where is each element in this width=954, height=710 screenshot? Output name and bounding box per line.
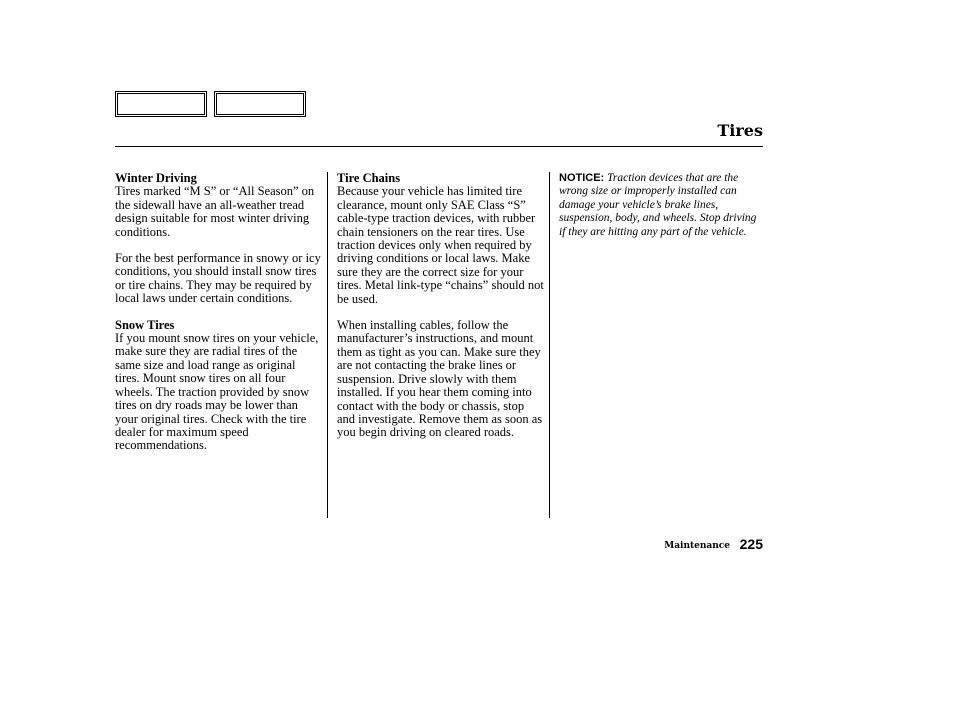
header-rule <box>115 146 763 147</box>
tire-chains-paragraph-2: When installing cables, follow the manufacturer’s instructions, and mount them as tight as you can. Make sure they are not contacting the brake lines or suspension. Drive slowly with them installed. If you hear them coming into contact with the body or chassis, stop and investigate. Remove them as soon as you begin driving on cleared roads. <box>337 318 543 440</box>
winter-driving-heading: Winter Driving <box>115 171 197 185</box>
tire-chains-heading: Tire Chains <box>337 171 401 185</box>
notice-label: NOTICE: <box>559 172 605 184</box>
notice-block <box>559 172 764 239</box>
column-left <box>115 172 323 466</box>
column-middle <box>337 172 545 453</box>
nav-tab-box-right[interactable] <box>214 91 306 117</box>
column-divider-2 <box>549 172 550 518</box>
notice-text: Traction devices that are the wrong size or improperly installed can damage your vehicle’s brake lines, suspension, body, and wheels. Stop driving if they are hitting any part of the vehicle. <box>559 172 757 238</box>
tire-chains-paragraph-1: Because your vehicle has limited tire clearance, mount only SAE Class “S” cable-type traction devices, with rubber chain tensioners on the rear tires. Use traction devices only when required by driving conditions or local laws. Make sure they are the correct size for your tires. Metal link-type “chains” should not be used. <box>337 184 544 306</box>
snow-tires-paragraph: If you mount snow tires on your vehicle, make sure they are radial tires of the same size and load range as original tires. Mount snow tires on all four wheels. The traction provided by snow tires on dry roads may be lower than your original tires. Check with the tire dealer for maximum speed recommendations. <box>115 331 319 453</box>
snow-tires-heading: Snow Tires <box>115 317 175 332</box>
footer-section-name: Maintenance <box>664 541 730 551</box>
column-divider-1 <box>327 172 328 518</box>
winter-driving-paragraph-2: For the best performance in snowy or icy conditions, you should install snow tires or tire chains. They may be required by local laws under certain conditions. <box>115 251 321 306</box>
column-right <box>559 172 764 252</box>
nav-tab-box-left[interactable] <box>115 91 207 117</box>
winter-driving-paragraph-1: Tires marked “M S” or “All Season” on the sidewall have an all-weather tread design suitable for most winter driving conditions. <box>115 184 315 239</box>
page-number: 225 <box>739 536 763 552</box>
page-title: Tires <box>717 121 763 140</box>
